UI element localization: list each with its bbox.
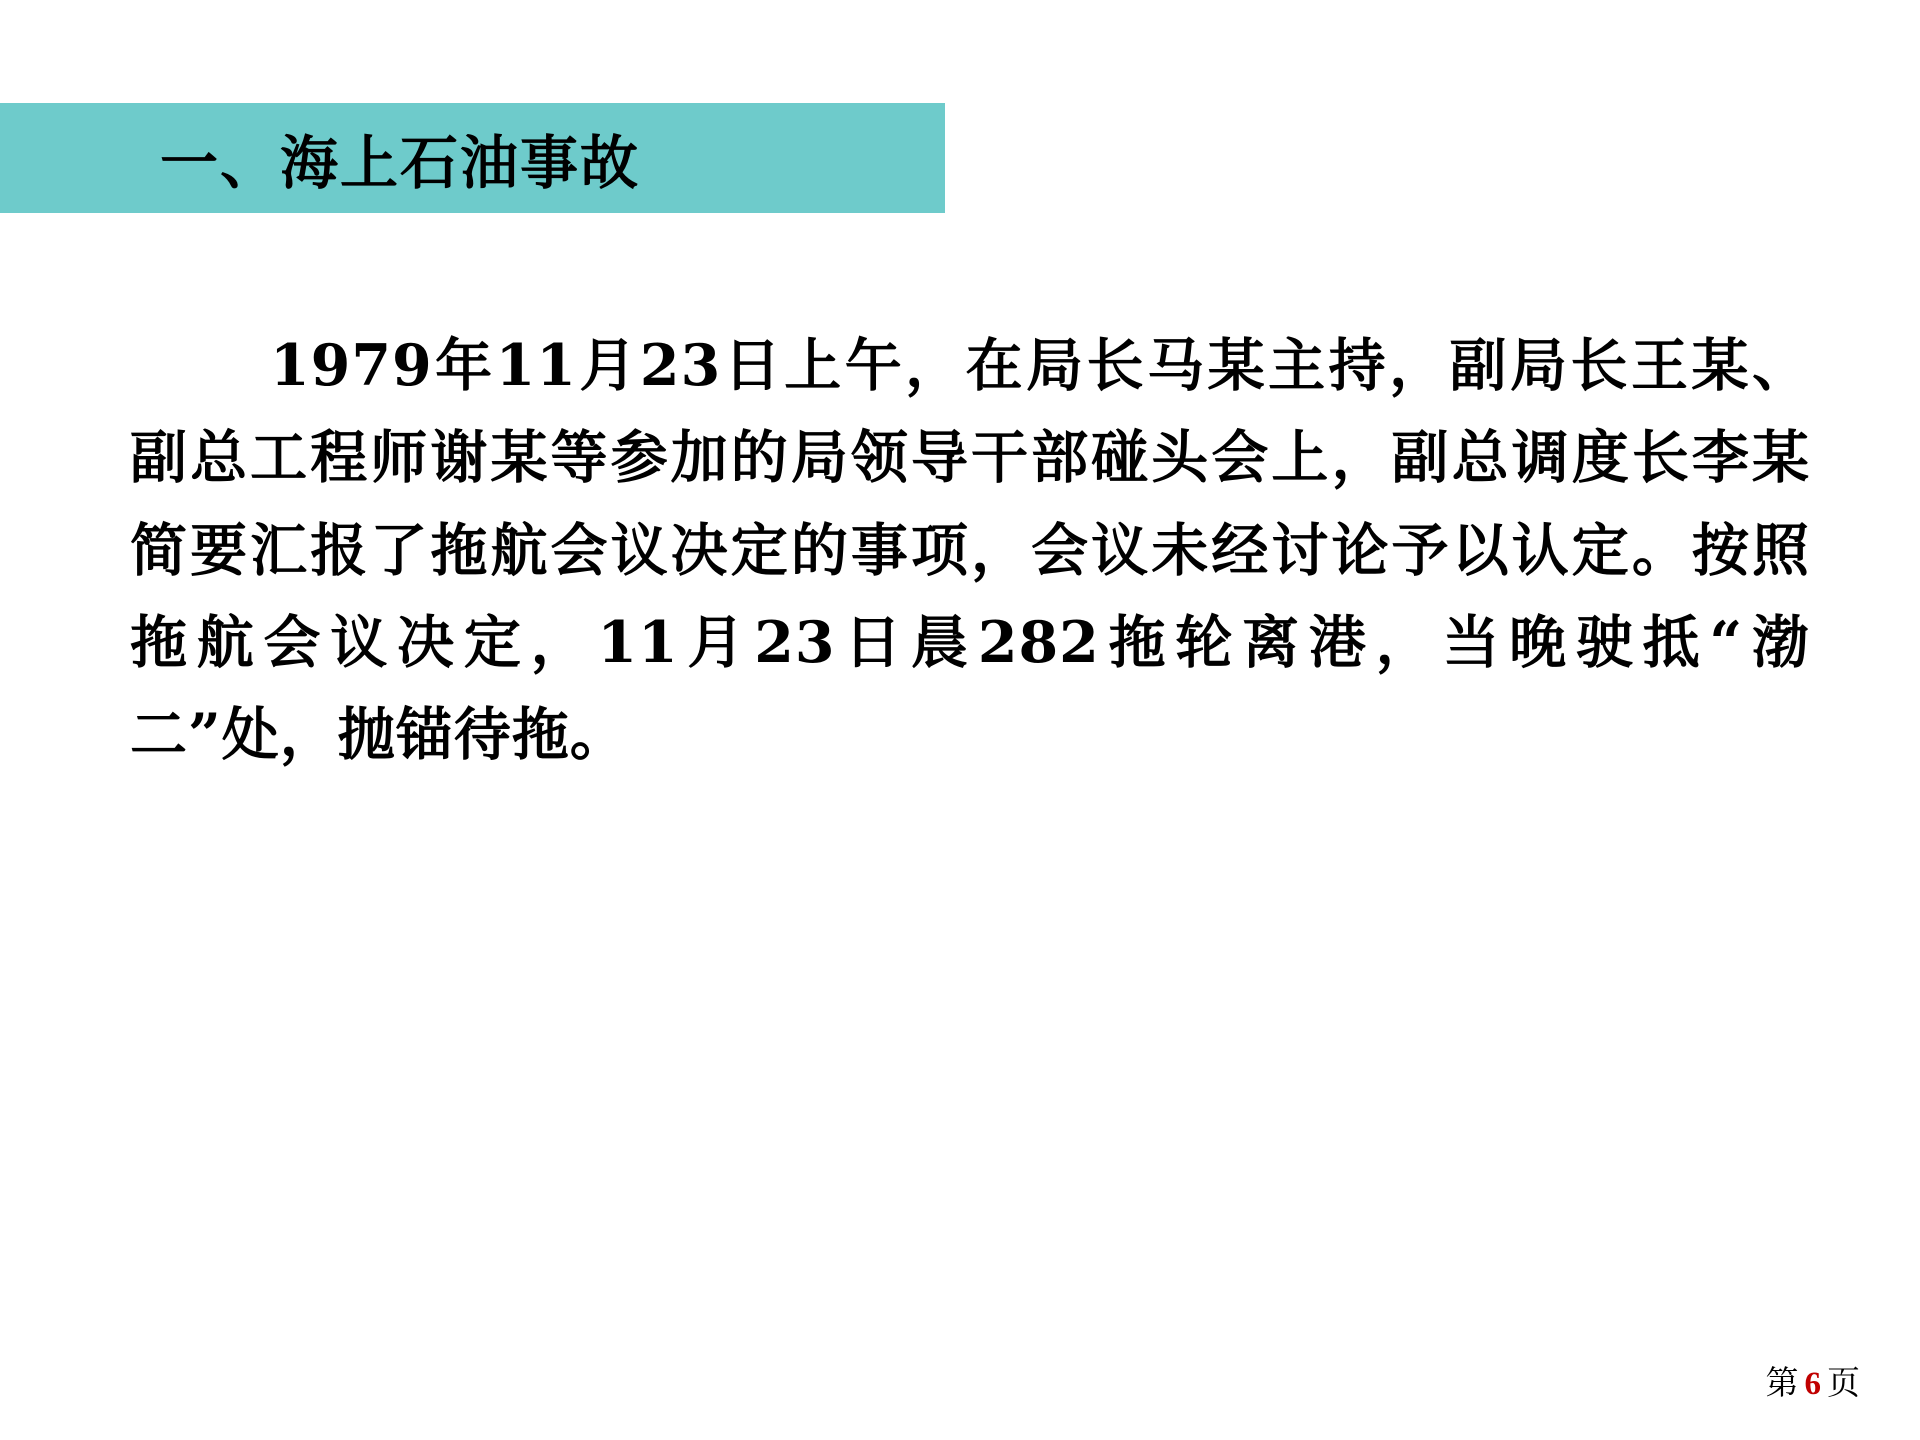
page-number-value: 6 — [1804, 1366, 1821, 1402]
page-number-prefix: 第 — [1765, 1366, 1799, 1402]
page-number-suffix: 页 — [1827, 1366, 1860, 1402]
slide-body-paragraph: 1979年11月23日上午，在局长马某主持，副局长王某、副总工程师谢某等参加的局领导干部碰头会上，副总调度长李某简要汇报了拖航会议决定的事项，会议未经讨论予以认定。按照拖航会议决定，11月23日晨282拖轮离港，当晚驶抵“渤二”处，抛锚待拖。 — [130, 332, 1810, 769]
slide-title-banner — [0, 103, 945, 213]
slide-title: 一、海上石油事故 — [160, 129, 641, 197]
page-number — [1766, 1357, 1861, 1404]
